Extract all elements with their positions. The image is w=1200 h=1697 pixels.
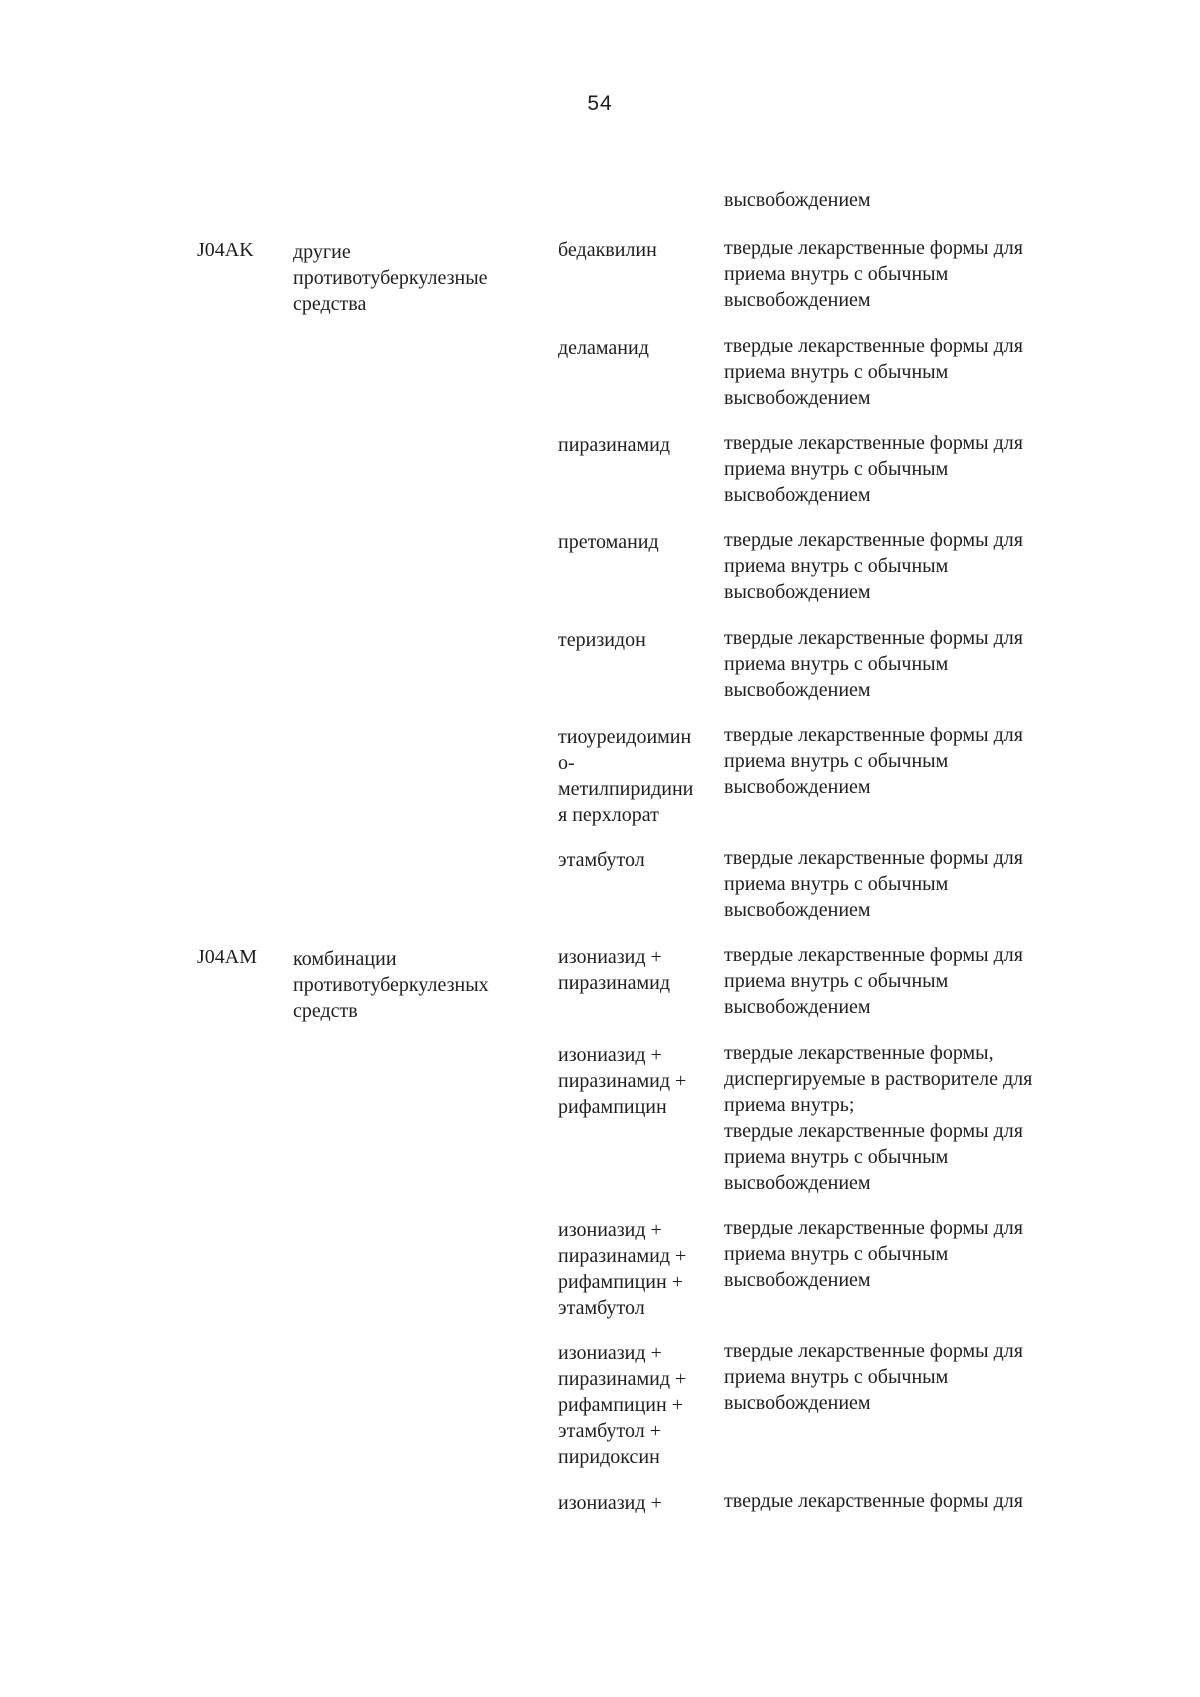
drug-name: тиоуреидоимин о- метилпиридини я перхлорат xyxy=(558,726,694,826)
drug-name: изониазид + пиразинамид + рифампицин xyxy=(558,1044,687,1118)
drug-name: пиразинамид xyxy=(558,434,671,456)
dosage-form: твердые лекарственные формы для приема внутрь с обычным высвобождением xyxy=(724,1340,1023,1414)
group-code-j04am: J04AM xyxy=(197,946,258,968)
drug-name: претоманид xyxy=(558,531,659,553)
dosage-form: твердые лекарственные формы для приема внутрь с обычным высвобождением xyxy=(724,237,1023,311)
group-name-j04am: комбинации противотуберкулезных средств xyxy=(293,948,489,1022)
group-code-j04ak: J04AK xyxy=(197,239,254,261)
dosage-form: твердые лекарственные формы для приема внутрь с обычным высвобождением xyxy=(724,627,1023,701)
carry-over-form-text: высвобождением xyxy=(724,189,871,211)
dosage-form: твердые лекарственные формы, диспергируемые в растворителе для приема внутрь; твердые лекарственные формы для приема внутрь с обычным высвобождением xyxy=(724,1042,1033,1194)
dosage-form: твердые лекарственные формы для приема внутрь с обычным высвобождением xyxy=(724,1217,1023,1291)
drug-name: изониазид + xyxy=(558,1492,662,1514)
dosage-form: твердые лекарственные формы для приема внутрь с обычным высвобождением xyxy=(724,335,1023,409)
drug-name: деламанид xyxy=(558,337,649,359)
dosage-form: твердые лекарственные формы для xyxy=(724,1490,1023,1512)
dosage-form: твердые лекарственные формы для приема внутрь с обычным высвобождением xyxy=(724,529,1023,603)
group-name-j04ak: другие противотуберкулезные средства xyxy=(293,241,488,315)
drug-name: изониазид + пиразинамид + рифампицин + этамбутол xyxy=(558,1219,687,1319)
drug-name: бедаквилин xyxy=(558,239,657,261)
dosage-form: твердые лекарственные формы для приема внутрь с обычным высвобождением xyxy=(724,432,1023,506)
drug-name: этамбутол xyxy=(558,849,645,871)
drug-name: теризидон xyxy=(558,629,646,651)
dosage-form: твердые лекарственные формы для приема внутрь с обычным высвобождением xyxy=(724,847,1023,921)
drug-name: изониазид + пиразинамид xyxy=(558,946,671,994)
drug-name: изониазид + пиразинамид + рифампицин + этамбутол + пиридоксин xyxy=(558,1342,687,1468)
page-number: 54 xyxy=(587,92,613,115)
dosage-form: твердые лекарственные формы для приема внутрь с обычным высвобождением xyxy=(724,944,1023,1018)
dosage-form: твердые лекарственные формы для приема внутрь с обычным высвобождением xyxy=(724,724,1023,798)
